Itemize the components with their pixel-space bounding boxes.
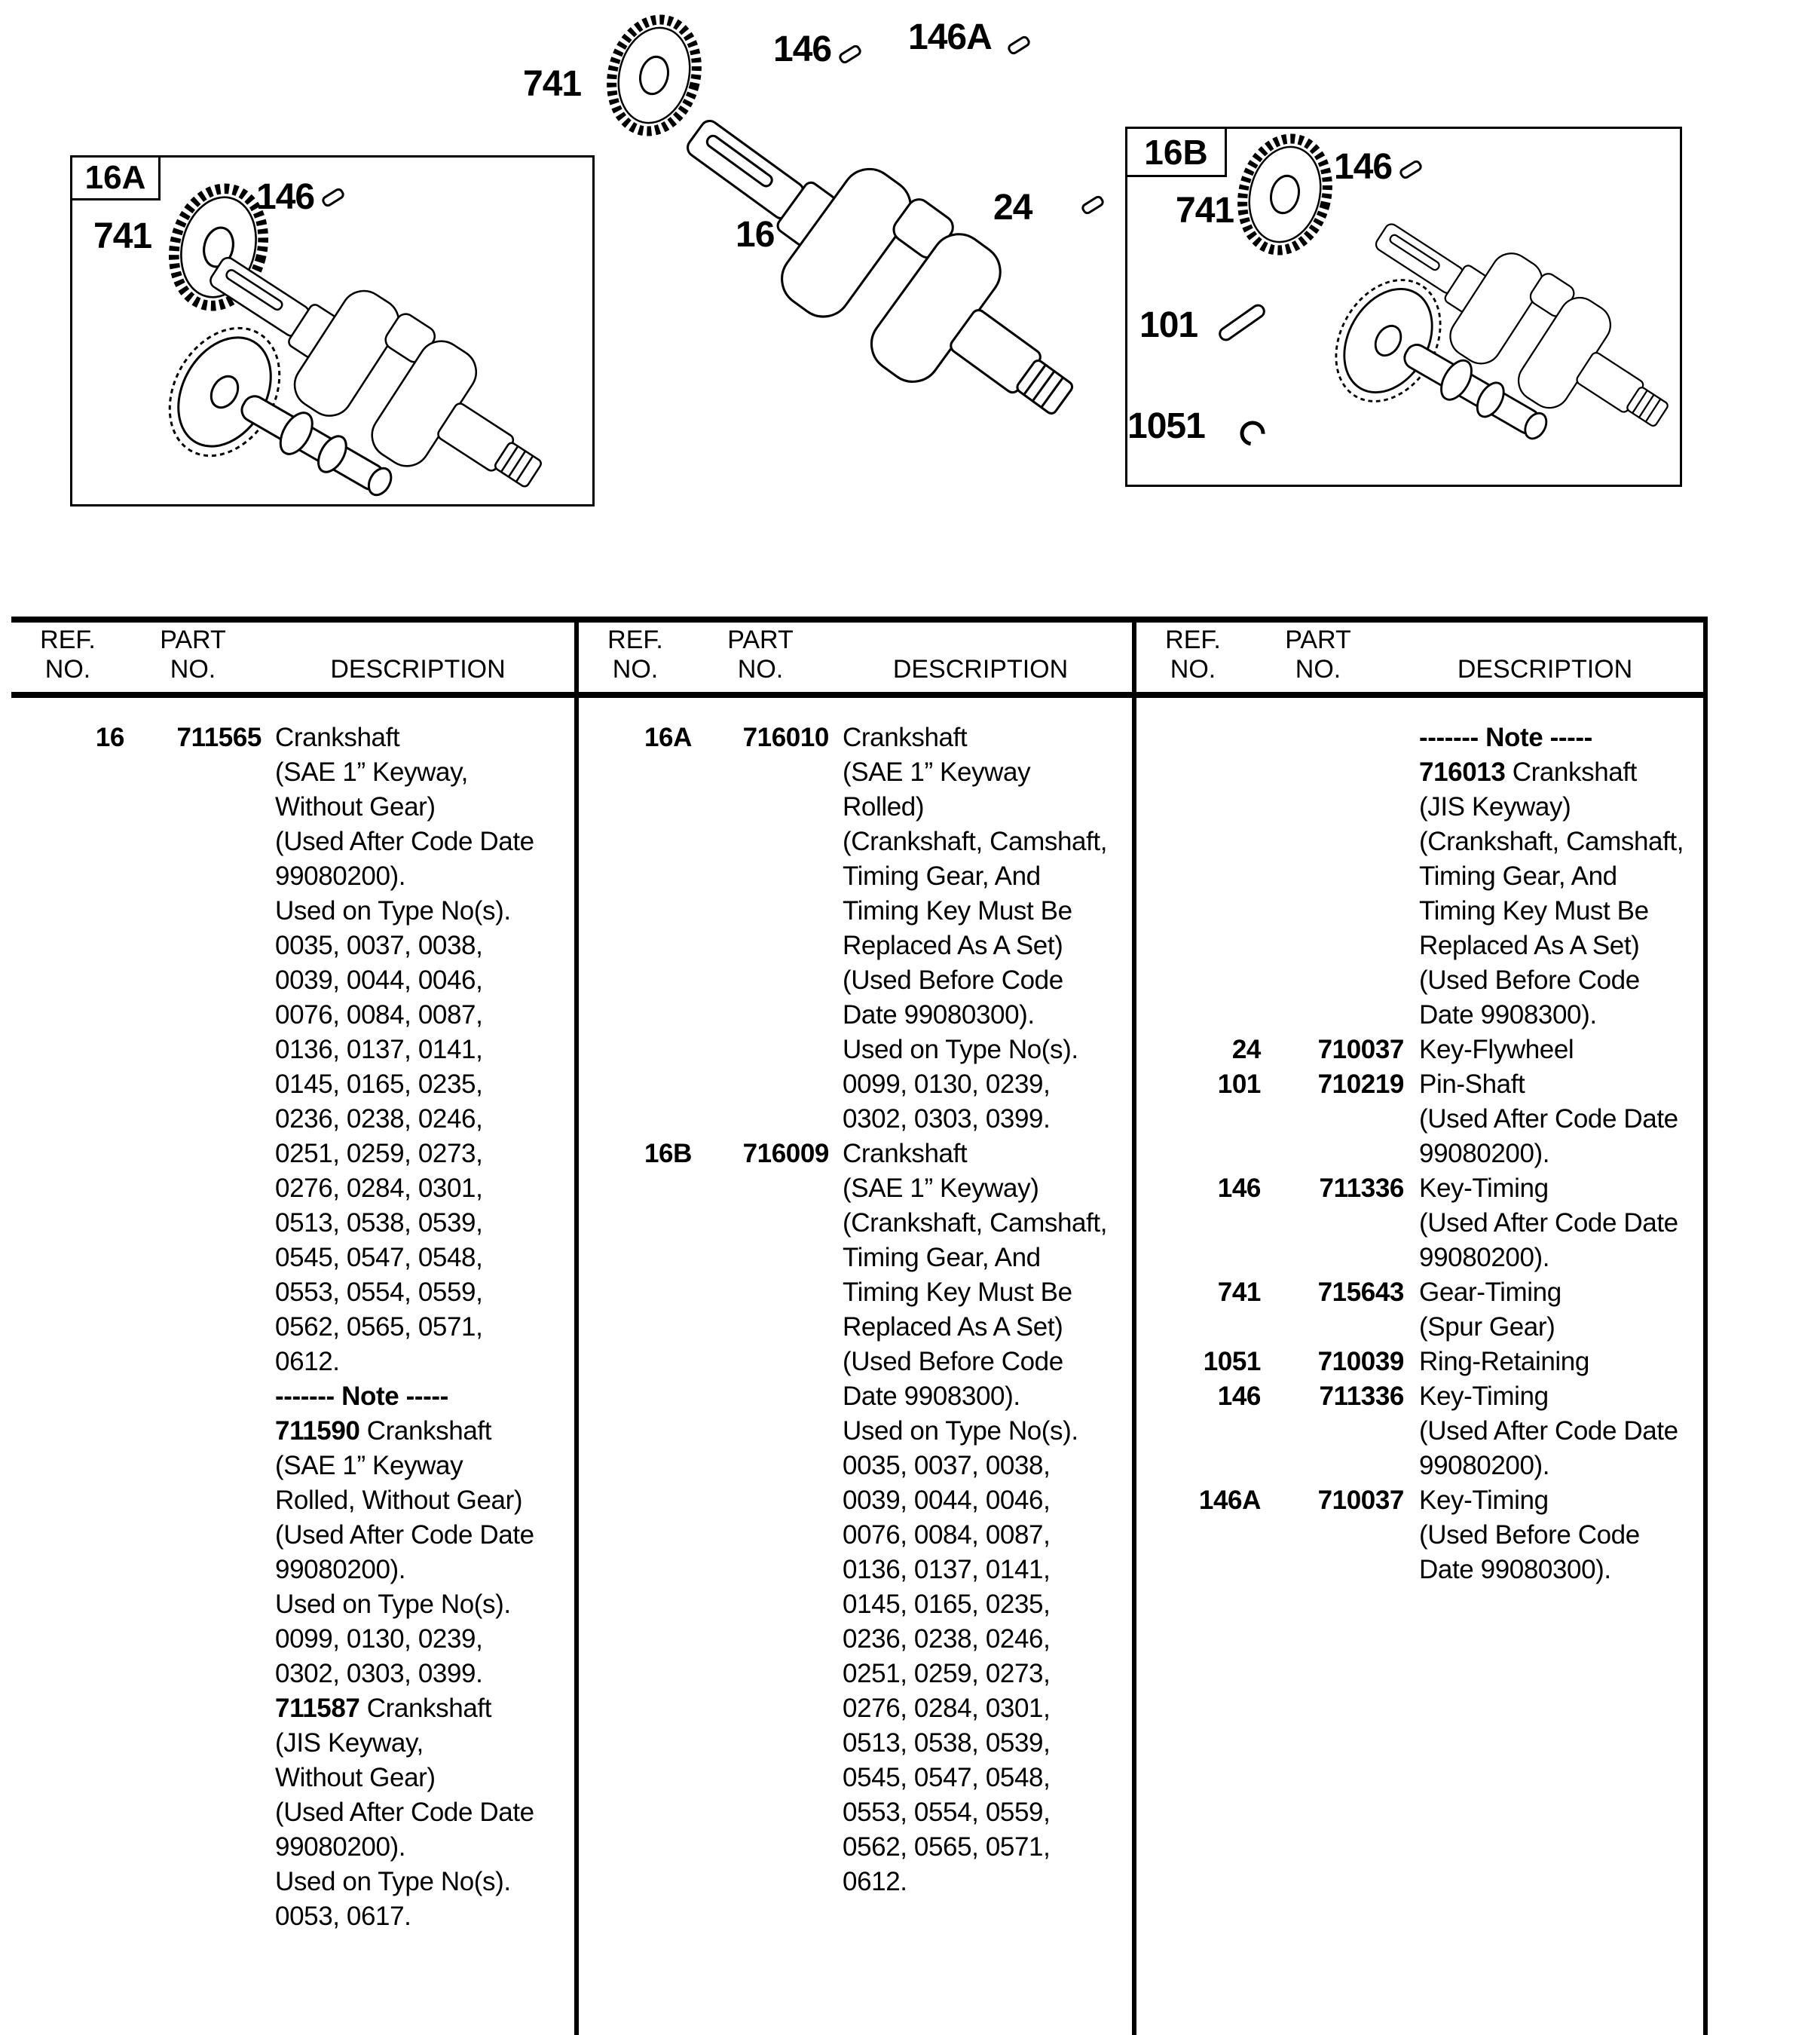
callout-1051-16b: 1051 (1127, 406, 1205, 446)
ref-no-cell: 16B (644, 1139, 692, 1168)
part-no-cell: 710039 (1317, 1347, 1404, 1376)
description-line: Crankshaft (843, 723, 968, 752)
description-line: 711587 Crankshaft (275, 1694, 492, 1723)
column-header-3 (1136, 626, 1703, 692)
description-line: 0251, 0259, 0273, (843, 1659, 1051, 1688)
description-line: (Used After Code Date (275, 1798, 534, 1827)
description-line: 0545, 0547, 0548, (843, 1763, 1051, 1792)
part-no-cell (1261, 721, 1404, 1033)
description-line: 0076, 0084, 0087, (275, 1000, 483, 1030)
description-line: 0145, 0165, 0235, (843, 1590, 1051, 1619)
table-top-rule (11, 617, 1708, 623)
table-row (1136, 1171, 1703, 1275)
description-cell (1404, 1067, 1703, 1171)
description-line: (SAE 1” Keyway (843, 757, 1031, 787)
description-line: Date 9908300). (843, 1382, 1020, 1411)
description-line: Key-Timing (1419, 1486, 1549, 1515)
callout-146-main: 146 (773, 29, 832, 69)
description-line: (Crankshaft, Camshaft, (843, 1208, 1108, 1238)
table-row (1136, 1067, 1703, 1171)
description-line: 0562, 0565, 0571, (843, 1832, 1051, 1862)
parts-column-1 (11, 721, 574, 1934)
description-header: DESCRIPTION (1457, 655, 1633, 684)
description-cell (1404, 1171, 1703, 1275)
description-line: (Spur Gear) (1419, 1312, 1555, 1342)
description-line: Used on Type No(s). (843, 1416, 1078, 1446)
description-line: 99080200). (275, 1832, 406, 1862)
timing-gear-illustration-main (600, 11, 708, 140)
description-line: 0276, 0284, 0301, (275, 1174, 483, 1203)
table-row (579, 721, 1132, 1137)
part-no-cell: 710219 (1317, 1070, 1404, 1099)
table-row (579, 1137, 1132, 1899)
callout-146a-main: 146A (908, 17, 992, 57)
ref-no-header: REF. NO. (607, 626, 663, 684)
sub-diagram-box-16b (1125, 127, 1682, 487)
description-line: 0562, 0565, 0571, (275, 1312, 483, 1342)
description-line: 0053, 0617. (275, 1902, 411, 1931)
description-line: Date 99080300). (843, 1000, 1035, 1030)
description-line: (Used After Code Date (275, 827, 534, 856)
column-header-1 (11, 626, 574, 692)
part-no-cell: 710037 (1317, 1486, 1404, 1515)
description-line: (JIS Keyway) (1419, 792, 1571, 822)
description-line: Rolled, Without Gear) (275, 1486, 523, 1515)
description-line: 0039, 0044, 0046, (843, 1486, 1051, 1515)
description-line: 0513, 0538, 0539, (843, 1728, 1051, 1758)
callout-146-16a: 146 (256, 177, 315, 217)
description-line: Used on Type No(s). (275, 1590, 511, 1619)
exploded-view-diagram (0, 0, 1820, 617)
parts-column-2 (579, 721, 1132, 1899)
callout-741-16b: 741 (1176, 191, 1234, 231)
description-line: Rolled) (843, 792, 925, 822)
table-row (1136, 1379, 1703, 1483)
description-line: Key-Timing (1419, 1382, 1549, 1411)
description-line: 0099, 0130, 0239, (843, 1070, 1051, 1099)
ref-no-cell: 16A (644, 723, 692, 752)
description-line: Timing Gear, And (1419, 861, 1617, 891)
ref-no-cell: 741 (1217, 1278, 1261, 1307)
description-line: (Used Before Code (1419, 1520, 1640, 1550)
part-no-cell: 711336 (1319, 1382, 1404, 1411)
description-header: DESCRIPTION (330, 655, 506, 684)
description-line: Date 99080300). (1419, 1555, 1611, 1584)
description-line: (Used After Code Date (275, 1520, 534, 1550)
ref-no-cell: 1051 (1203, 1347, 1261, 1376)
table-row (1136, 1483, 1703, 1587)
part-no-cell: 710037 (1317, 1035, 1404, 1064)
callout-741-16a: 741 (93, 216, 152, 256)
table-right-rule (1703, 617, 1708, 2035)
description-line: 0145, 0165, 0235, (275, 1070, 483, 1099)
part-no-cell: 711565 (176, 723, 262, 752)
description-line: Timing Key Must Be (843, 896, 1072, 926)
callout-16-main: 16 (736, 215, 775, 255)
description-line: 0513, 0538, 0539, (275, 1208, 483, 1238)
description-line: 0545, 0547, 0548, (275, 1243, 483, 1272)
ref-no-cell (1136, 721, 1261, 1033)
description-cell (829, 1137, 1132, 1899)
description-line: 0076, 0084, 0087, (843, 1520, 1051, 1550)
callout-741-main: 741 (523, 64, 582, 104)
timing-key-146a-illustration (1008, 35, 1030, 54)
description-line: (Used Before Code (843, 1347, 1063, 1376)
description-line: Key-Flywheel (1419, 1035, 1574, 1064)
table-row (1136, 721, 1703, 1033)
description-cell (1404, 721, 1703, 1033)
table-row (1136, 1345, 1703, 1379)
description-line: (SAE 1” Keyway) (843, 1174, 1039, 1203)
crankshaft-illustration-main (650, 69, 1110, 464)
ref-no-cell: 146 (1217, 1174, 1261, 1203)
part-no-cell: 716009 (742, 1139, 829, 1168)
part-no-cell: 711336 (1319, 1174, 1404, 1203)
description-cell (1404, 1275, 1703, 1345)
sub-diagram-title-16b: 16B (1125, 127, 1227, 177)
description-line: Replaced As A Set) (843, 1312, 1063, 1342)
description-line: Used on Type No(s). (843, 1035, 1078, 1064)
description-line: 99080200). (1419, 1451, 1550, 1480)
description-line: (SAE 1” Keyway, (275, 757, 468, 787)
description-cell (1404, 1379, 1703, 1483)
description-line: Key-Timing (1419, 1174, 1549, 1203)
description-line: 99080200). (1419, 1139, 1550, 1168)
description-line: (Used Before Code (843, 965, 1063, 995)
description-line: Timing Gear, And (843, 861, 1041, 891)
ref-no-cell: 146A (1198, 1486, 1261, 1515)
description-line: 99080200). (275, 1555, 406, 1584)
description-line: 0136, 0137, 0141, (843, 1555, 1051, 1584)
description-line: (Crankshaft, Camshaft, (843, 827, 1108, 856)
description-line: 0236, 0238, 0246, (843, 1624, 1051, 1654)
description-line: 0136, 0137, 0141, (275, 1035, 483, 1064)
description-line: 99080200). (1419, 1243, 1550, 1272)
column-header-2 (579, 626, 1132, 692)
part-no-header: PART NO. (160, 626, 226, 684)
description-line: 711590 Crankshaft (275, 1416, 492, 1446)
ref-no-cell: 24 (1231, 1035, 1261, 1064)
description-line: 0276, 0284, 0301, (843, 1694, 1051, 1723)
description-line: 0612. (275, 1347, 340, 1376)
description-line: 99080200). (275, 861, 406, 891)
table-header-rule (11, 692, 1708, 698)
description-header: DESCRIPTION (892, 655, 1069, 684)
ref-no-cell: 101 (1217, 1070, 1261, 1099)
description-line: 0553, 0554, 0559, (843, 1798, 1051, 1827)
description-line: 0612. (843, 1867, 907, 1896)
ref-no-cell: 146 (1217, 1382, 1261, 1411)
flywheel-key-illustration (1081, 195, 1104, 214)
callout-101-16b: 101 (1139, 305, 1198, 345)
ref-no-header: REF. NO. (1165, 626, 1221, 684)
description-line: (Used Before Code (1419, 965, 1640, 995)
description-line: Ring-Retaining (1419, 1347, 1589, 1376)
ref-no-cell: 16 (95, 723, 124, 752)
description-line: 0302, 0303, 0399. (275, 1659, 483, 1688)
ref-no-header: REF. NO. (40, 626, 96, 684)
description-line: 0035, 0037, 0038, (843, 1451, 1051, 1480)
description-line: (Used After Code Date (1419, 1208, 1678, 1238)
description-line: 0035, 0037, 0038, (275, 931, 483, 960)
part-no-header: PART NO. (727, 626, 794, 684)
description-line: Replaced As A Set) (843, 931, 1063, 960)
description-cell (1404, 1345, 1703, 1379)
callout-146-16b: 146 (1334, 147, 1393, 187)
description-line: ------- Note ----- (275, 1382, 448, 1411)
description-line: Used on Type No(s). (275, 1867, 511, 1896)
description-line: Date 9908300). (1419, 1000, 1597, 1030)
description-line: Replaced As A Set) (1419, 931, 1640, 960)
description-line: (Used After Code Date (1419, 1416, 1678, 1446)
description-line: 0553, 0554, 0559, (275, 1278, 483, 1307)
description-cell (1404, 1483, 1703, 1587)
part-no-cell: 716010 (742, 723, 829, 752)
table-row (1136, 1275, 1703, 1345)
description-line: Timing Key Must Be (1419, 896, 1649, 926)
description-line: Used on Type No(s). (275, 896, 511, 926)
description-line: 0236, 0238, 0246, (275, 1104, 483, 1134)
description-line: Timing Key Must Be (843, 1278, 1072, 1307)
callout-24-main: 24 (993, 188, 1032, 228)
description-line: Without Gear) (275, 792, 436, 822)
sub-diagram-box-16a (70, 155, 595, 506)
description-line: 0302, 0303, 0399. (843, 1104, 1051, 1134)
part-no-cell: 715643 (1317, 1278, 1404, 1307)
description-cell (262, 721, 574, 1934)
timing-key-illustration-main (839, 44, 861, 63)
description-line: (JIS Keyway, (275, 1728, 424, 1758)
table-row (11, 721, 574, 1934)
description-line: (Crankshaft, Camshaft, (1419, 827, 1684, 856)
sub-diagram-title-16a: 16A (70, 155, 161, 200)
description-line: Crankshaft (275, 723, 400, 752)
part-no-header: PART NO. (1285, 626, 1351, 684)
description-line: Without Gear) (275, 1763, 436, 1792)
description-line: Gear-Timing (1419, 1278, 1562, 1307)
description-cell (1404, 1033, 1703, 1067)
description-line: 0039, 0044, 0046, (275, 965, 483, 995)
description-line: 716013 Crankshaft (1419, 757, 1637, 787)
description-line: Timing Gear, And (843, 1243, 1041, 1272)
description-cell (829, 721, 1132, 1137)
parts-column-3 (1136, 721, 1703, 1587)
description-line: Crankshaft (843, 1139, 968, 1168)
description-line: (Used After Code Date (1419, 1104, 1678, 1134)
description-line: (SAE 1” Keyway (275, 1451, 463, 1480)
description-line: 0251, 0259, 0273, (275, 1139, 483, 1168)
description-line: Pin-Shaft (1419, 1070, 1525, 1099)
table-row (1136, 1033, 1703, 1067)
description-line: ------- Note ----- (1419, 723, 1592, 752)
description-line: 0099, 0130, 0239, (275, 1624, 483, 1654)
